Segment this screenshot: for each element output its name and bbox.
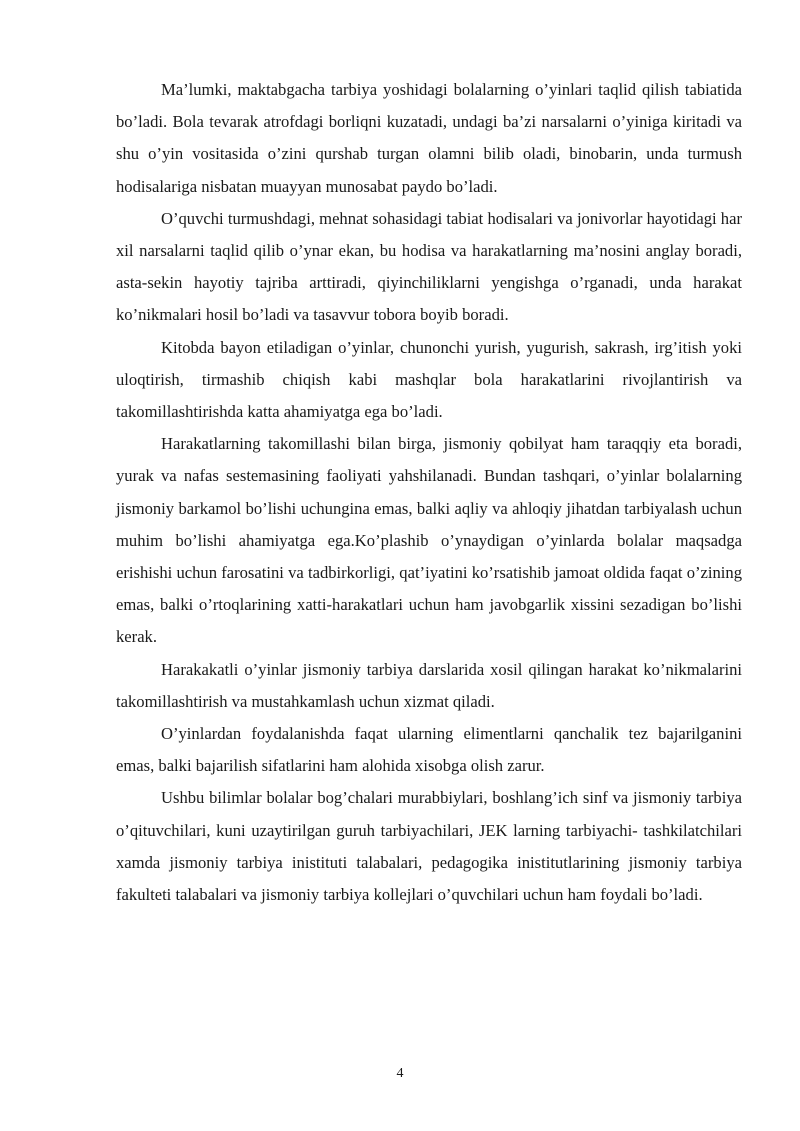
paragraph-1: Ma’lumki, maktabgacha tarbiya yoshidagi bolalarning o’yinlari taqlid qilish tabiatida bo’ladi. Bola tevarak atrofdagi borliqni kuzatadi, undagi ba’zi narsalarni o’yiniga kiritadi va shu o’yin vositasida o’zini qurshab turgan olamni bilib oladi, binobarin, unda turmush hodisalariga nisbatan muayyan munosabat paydo bo’ladi. — [116, 80, 742, 196]
paragraph-3: Kitobda bayon etiladigan o’yinlar, chunonchi yurish, yugurish, sakrash, irg’itish yoki uloqtirish, tirmashib chiqish kabi mashqlar bola harakatlarini rivojlantirish va takomillashtirishda katta ahamiyatga ega bo’ladi. — [116, 337, 742, 422]
page-number: 4 — [396, 1066, 404, 1081]
body-text — [116, 74, 742, 911]
paragraph-6: O’yinlardan foydalanishda faqat ularning elimentlarni qanchalik tez bajarilganini emas, balki bajarilish sifatlarini ham alohida xisobga olish zarur. — [116, 724, 742, 776]
paragraph-5: Harakakatli o’yinlar jismoniy tarbiya darslarida xosil qilingan harakat ko’nikmalarini takomillashtirish va mustahkamlash uchun xizmat qiladi. — [116, 659, 742, 711]
paragraph-4: Harakatlarning takomillashi bilan birga, jismoniy qobilyat ham taraqqiy eta boradi, yurak va nafas sestemasining faoliyati yahshilanadi. Bundan tashqari, o’yinlar bolalarning jismoniy barkamol bo’lishi uchungina emas, balki aqliy va ahloqiy jihatdan tarbiyalash uchun muhim bo’lishi ahamiyatga ega.Ko’plashib o’ynaydigan o’yinlarda bolalar maqsadga erishishi uchun farosatini va tadbirkorligi, qat’iyatini ko’rsatishib jamoat oldida faqat o’zining emas, balki o’rtoqlarining xatti-harakatlari uchun ham javobgarlik xissini sezadigan bo’lishi kerak. — [116, 434, 742, 647]
paragraph-7: Ushbu bilimlar bolalar bog’chalari murabbiylari, boshlang’ich sinf va jismoniy tarbiya o’qituvchilari, kuni uzaytirilgan guruh tarbiyachilari, JEK larning tarbiyachi- tashkilatchilari xamda jismoniy tarbiya inistituti talabalari, pedagogika inistitutlarining jismoniy tarbiya fakulteti talabalari va jismoniy tarbiya kollejlari o’quvchilari uchun ham foydali bo’ladi. — [116, 788, 742, 905]
paragraph-2: O’quvchi turmushdagi, mehnat sohasidagi tabiat hodisalari va jonivorlar hayotidagi har xil narsalarni taqlid qilib o’ynar ekan, bu hodisa va harakatlarning ma’nosini anglay boradi, asta-sekin hayotiy tajriba arttiradi, qiyinchiliklarni yengishga o’rganadi, unda harakat ko’nikmalari hosil bo’ladi va tasavvur tobora boyib boradi. — [116, 208, 742, 325]
